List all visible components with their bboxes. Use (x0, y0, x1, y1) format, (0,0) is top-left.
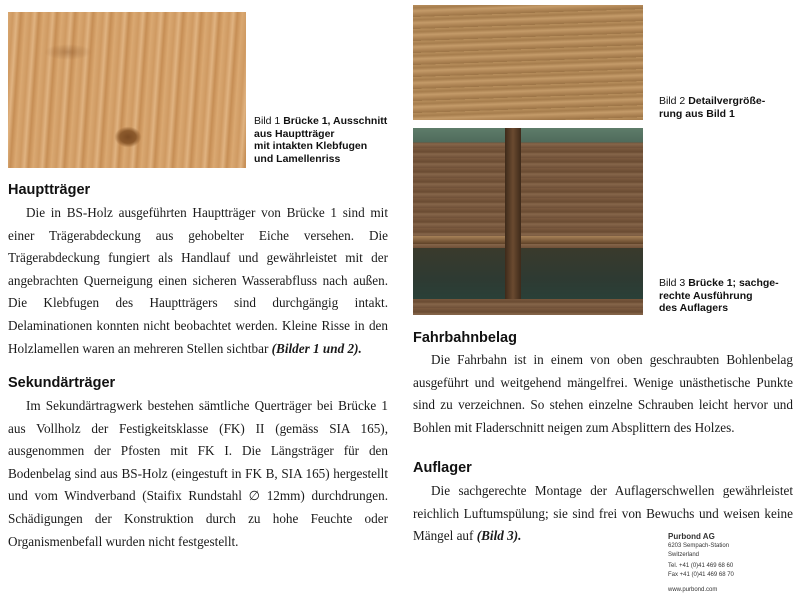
company-address-line: 6203 Sempach-Station (668, 543, 730, 549)
company-fax: Fax +41 (0)41 469 68 70 (668, 571, 734, 578)
caption-bild-3 (659, 277, 794, 315)
heading-haupttraeger: Hauptträger (8, 182, 91, 198)
company-phone: Tel. +41 (0)41 469 68 60 (668, 563, 734, 569)
photo-bild-3 (413, 128, 643, 315)
photo-bild-2 (413, 5, 643, 120)
company-info (668, 532, 788, 595)
paragraph-fahrbahnbelag (413, 349, 793, 439)
caption-line: und Lamellenriss (254, 152, 341, 165)
caption-line: mit intakten Klebfugen (254, 140, 368, 152)
figure-reference: (Bild 3). (476, 528, 522, 544)
photo-bild-1 (8, 12, 246, 168)
caption-line: des Auflagers (659, 302, 729, 314)
caption-title: Brücke 1; sachge- (688, 277, 779, 289)
paragraph-text: Die in BS-Holz ausgeführten Hauptträger von Brücke 1 sind mit einer Trägerabdeckung aus gehobelter Eiche versehen. Die Trägerabdeckung fungiert als Handlauf und gewährleistet mit der angebrachten Querneigung einen sicheren Wasserabfluss nach außen. Die Klebfugen des Hauptträgers sind durchgängig intakt. Delaminationen konnten nicht beobachtet werden. Kleine Risse in den Holzlamellen waren an mehreren Stellen sichtbar (8, 205, 388, 356)
heading-sekundaertraeger: Sekundärträger (8, 375, 116, 391)
figure-reference: (Bilder 1 und 2). (271, 340, 362, 356)
paragraph-text: Im Sekundärtragwerk bestehen sämtliche Querträger bei Brücke 1 aus Vollholz der Festigkeitsklasse (FK) II (gemäss SIA 165), ausgenommen der Pfosten mit FK I. Die Längsträger für den Bodenbelag sind aus BS-Holz (eingestuft in FK B, SIA 165) hergestellt und vom Windverband (Staifix Rundstahl ∅ 12mm) durchdrungen. Schädigungen der Konstruktion durch zu hohe Feuchte oder Organismenbefall wurden nicht festgestellt. (8, 398, 388, 549)
caption-number: Bild 1 (254, 115, 281, 127)
photo-shadow-area (413, 248, 643, 299)
caption-number: Bild 3 (659, 277, 686, 289)
paragraph-haupttraeger (8, 202, 388, 360)
caption-line: rung aus Bild 1 (659, 107, 735, 120)
photo-rail (413, 236, 643, 244)
caption-title: Detailvergröße- (688, 95, 766, 107)
caption-number: Bild 2 (659, 95, 686, 107)
caption-line: aus Hauptträger (254, 127, 335, 140)
caption-title: Brücke 1, Ausschnitt (283, 115, 388, 127)
paragraph-sekundaertraeger (8, 395, 388, 553)
caption-line: rechte Ausführung (659, 289, 753, 302)
heading-fahrbahnbelag: Fahrbahnbelag (413, 330, 517, 346)
paragraph-text: Die sachgerechte Montage der Auflagerschwellen gewährleistet reichlich Luftumspülung; sie sind frei von Bewuchs und weisen keine Mängel auf (413, 483, 793, 544)
heading-auflager: Auflager (413, 460, 472, 476)
caption-bild-2 (659, 95, 794, 120)
company-website[interactable]: www.purbond.com (668, 587, 718, 593)
caption-bild-1 (254, 115, 404, 165)
company-address-line: Switzerland (668, 551, 700, 558)
company-name: Purbond AG (668, 532, 715, 541)
paragraph-text: Die Fahrbahn ist in einem von oben geschraubten Bohlenbelag ausgeführt und weitgehend mängelfrei. Wenige unästhetische Punkte sind zu verzeichnen. So stehen einzelne Schrauben leicht hervor und Bohlen mit Fladerschnitt neigen zum Absplittern des Holzes. (413, 352, 793, 435)
photo-post (505, 128, 521, 299)
